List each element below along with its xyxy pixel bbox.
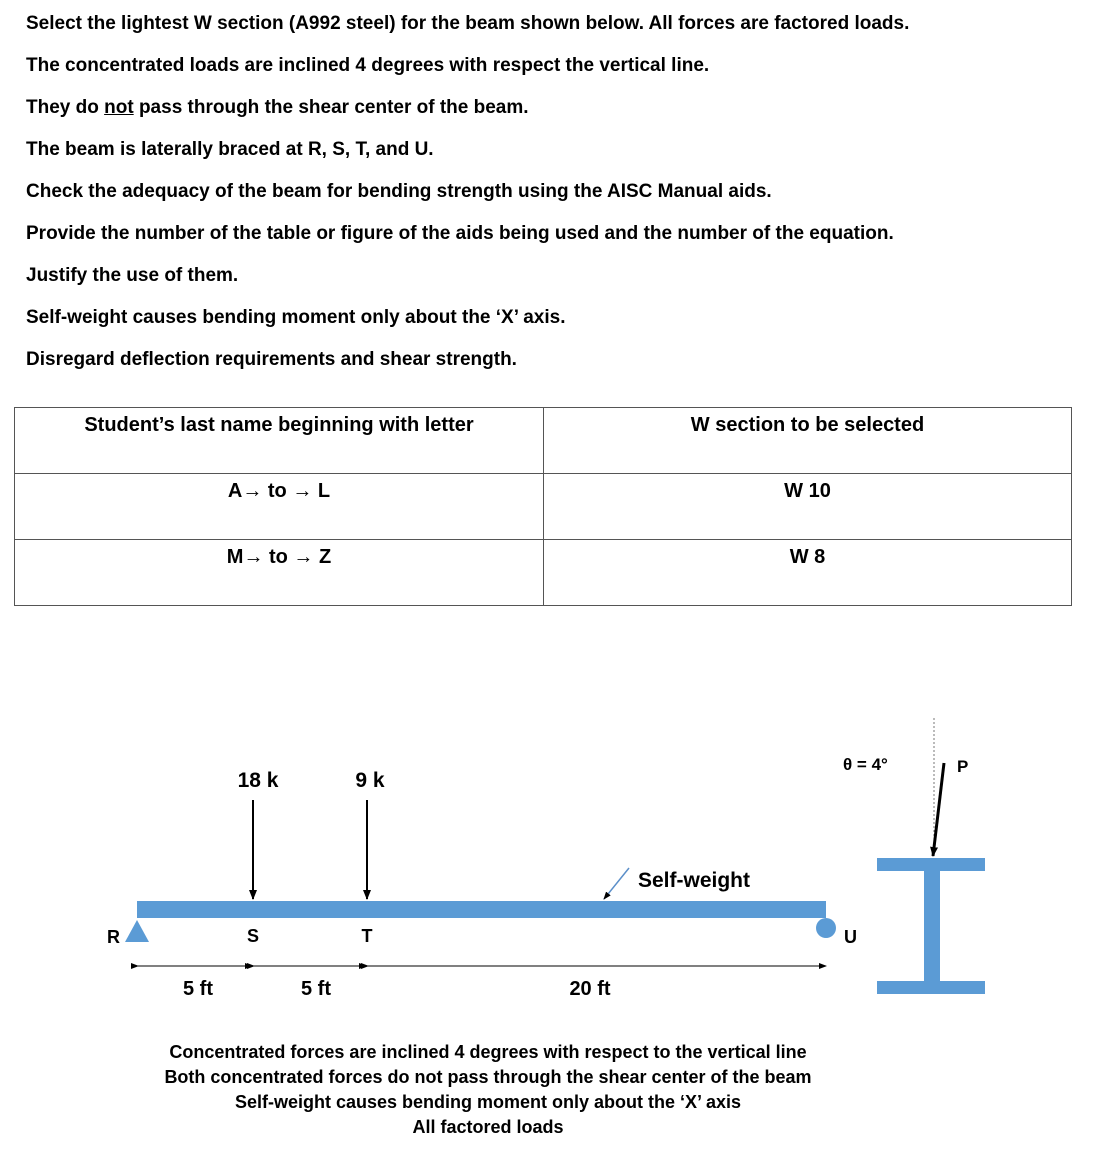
beam [137, 901, 826, 918]
instruction-line-4: The beam is laterally braced at R, S, T, and U. [26, 139, 434, 160]
dimension-5ft-label-1: 5 ft [183, 978, 213, 1000]
table-row [15, 540, 1072, 606]
instruction-line-3 [26, 97, 529, 119]
load-p-label: P [957, 757, 969, 776]
instruction-line-1: Select the lightest W section (A992 steel) for the beam shown below. All forces are factored loads. [26, 13, 910, 34]
dimension-5ft-label-2: 5 ft [301, 978, 331, 1000]
note-line-1: Concentrated forces are inclined 4 degrees with respect to the vertical line [169, 1042, 807, 1062]
instruction-line-2: The concentrated loads are inclined 4 degrees with respect the vertical line. [26, 55, 710, 76]
table-cell-w-section: W 10 [544, 474, 1072, 540]
instruction-line-3-post: pass through the shear center of the beam. [133, 97, 529, 118]
table-row [15, 474, 1072, 540]
self-weight-label: Self-weight [638, 869, 751, 892]
instruction-line-7: Justify the use of them. [26, 265, 239, 286]
instruction-not-underlined: not [104, 97, 134, 118]
w-section-cross-section [877, 858, 985, 994]
table-cell-w-section: W 8 [544, 540, 1072, 606]
selection-table [14, 407, 1072, 606]
table-header-row [15, 408, 1072, 474]
dimension-20ft-label: 20 ft [569, 978, 611, 1000]
instruction-line-5: Check the adequacy of the beam for bending strength using the AISC Manual aids. [26, 181, 772, 202]
bottom-flange [877, 981, 985, 994]
load-18k-label: 18 k [237, 769, 279, 792]
instruction-line-9: Disregard deflection requirements and shear strength. [26, 349, 517, 370]
support-u-label: U [844, 927, 857, 947]
roller-support-u [816, 918, 836, 938]
table-header-name-letter: Student’s last name beginning with letter [15, 408, 544, 474]
load-p-arrow [933, 763, 944, 856]
table-cell-letter-range: M→ to → Z [15, 540, 544, 606]
instruction-line-3-pre: They do [26, 97, 105, 118]
top-flange [877, 858, 985, 871]
point-t-label: T [361, 926, 373, 946]
table-cell-letter-range: A→ to → L [15, 474, 544, 540]
pin-support-r [125, 920, 149, 942]
instruction-line-8: Self-weight causes bending moment only about the ‘X’ axis. [26, 307, 566, 328]
self-weight-leader [604, 868, 629, 899]
note-line-2: Both concentrated forces do not pass through the shear center of the beam [164, 1067, 812, 1087]
theta-label: θ = 4° [843, 755, 888, 774]
load-9k-label: 9 k [355, 769, 385, 792]
note-line-3: Self-weight causes bending moment only about the ‘X’ axis [234, 1092, 742, 1112]
beam-diagram [0, 700, 1116, 1030]
table-header-w-section: W section to be selected [544, 408, 1072, 474]
web [924, 871, 940, 981]
instruction-line-6: Provide the number of the table or figure of the aids being used and the number of the equation. [26, 223, 894, 244]
point-s-label: S [246, 926, 260, 946]
support-r-label: R [107, 927, 120, 947]
note-line-4: All factored loads [412, 1117, 564, 1137]
